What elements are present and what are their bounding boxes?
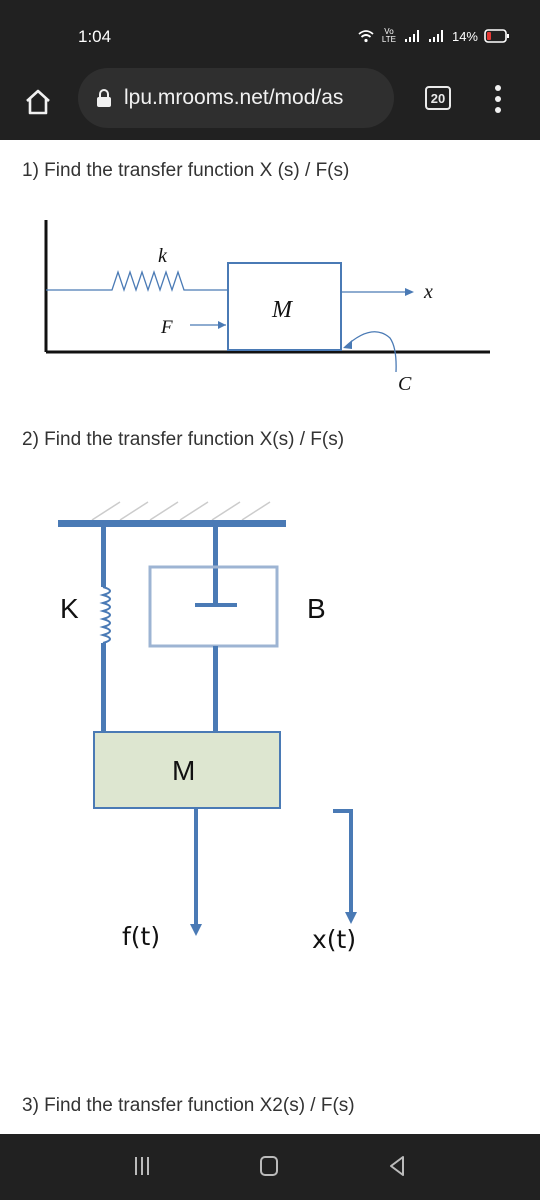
status-bar bbox=[0, 0, 540, 68]
signal-icon bbox=[404, 29, 422, 43]
question-2: 2) Find the transfer function X(s) / F(s) bbox=[22, 429, 345, 450]
recent-apps-icon[interactable] bbox=[132, 1152, 152, 1180]
battery-percent: 14% bbox=[451, 28, 478, 44]
force-label-f: F bbox=[161, 317, 173, 338]
address-bar[interactable] bbox=[78, 68, 394, 128]
overflow-menu-icon[interactable] bbox=[486, 82, 510, 116]
home-square-icon[interactable] bbox=[258, 1152, 280, 1180]
diagram-2 bbox=[0, 490, 540, 970]
spring-label-k: k bbox=[158, 245, 167, 267]
volte-label: Vo LTE bbox=[381, 27, 396, 44]
battery-icon bbox=[484, 29, 510, 43]
ceiling bbox=[58, 520, 286, 527]
question-1: 1) Find the transfer function X (s) / F(s) bbox=[22, 160, 350, 181]
wifi-icon bbox=[358, 29, 374, 43]
system-nav-bar bbox=[0, 1134, 540, 1200]
url-text: lpu.mrooms.net/mod/as bbox=[124, 86, 344, 109]
home-icon[interactable] bbox=[20, 84, 56, 120]
spring-label-k: K bbox=[60, 593, 79, 624]
signal-icon-2 bbox=[428, 29, 446, 43]
displacement-label: x(t) bbox=[312, 925, 357, 954]
question-3: 3) Find the transfer function X2(s) / F(s) bbox=[22, 1095, 355, 1116]
status-icons bbox=[358, 26, 510, 46]
lock-icon bbox=[96, 89, 112, 107]
spring-coil bbox=[103, 587, 110, 643]
diagram-1 bbox=[0, 200, 540, 410]
mass-label-m: M bbox=[272, 297, 292, 323]
status-time: 1:04 bbox=[78, 27, 112, 46]
mass-label-m: M bbox=[172, 755, 196, 786]
ceiling-hatch bbox=[92, 502, 270, 520]
back-triangle-icon[interactable] bbox=[386, 1152, 408, 1180]
displacement-label-x: x bbox=[424, 281, 433, 303]
spring bbox=[46, 272, 228, 290]
displacement-arrowhead bbox=[345, 912, 357, 924]
force-arrowhead bbox=[190, 924, 202, 936]
tab-switcher-button[interactable]: 20 bbox=[425, 86, 451, 110]
damper-label-c: C bbox=[398, 373, 412, 395]
browser-toolbar bbox=[0, 68, 540, 140]
force-label: f(t) bbox=[122, 922, 161, 951]
damper-label-b: B bbox=[307, 593, 326, 624]
